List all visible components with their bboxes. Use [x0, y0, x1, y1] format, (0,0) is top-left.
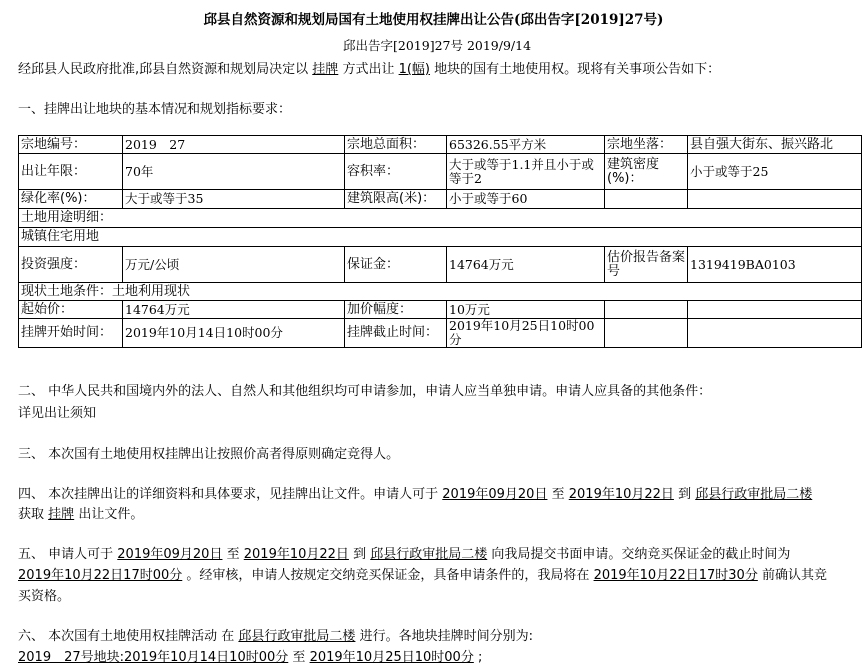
- listing-end-label: 挂牌截止时间：: [345, 319, 447, 348]
- location-label: 宗地坐落：: [605, 136, 688, 154]
- s6-end-time: 2019年10月25日10时00分: [309, 650, 474, 665]
- s4-method: 挂牌: [48, 507, 75, 522]
- section4-line2: [18, 503, 143, 522]
- green-rate-label: 绿化率(%)：: [19, 190, 123, 209]
- parcel-id-label: 宗地编号：: [19, 136, 123, 154]
- table-row: [19, 319, 862, 348]
- s4-place: 邱县行政审批局二楼: [695, 487, 813, 502]
- s5-text-d: 向我局提交书面申请。交纳竞买保证金的截止时间为: [491, 547, 791, 562]
- s6-text-b: 进行。各地块挂牌时间分别为:: [359, 629, 533, 644]
- s5-place: 邱县行政审批局二楼: [370, 547, 488, 562]
- building-density-label: 建筑密度(%)：: [605, 154, 688, 190]
- s4-text-c: 到: [678, 487, 692, 502]
- section6-line1: [18, 625, 533, 644]
- s5-text-a: 五、 申请人可于: [18, 547, 114, 562]
- appraisal-filing-value: 1319419BA0103: [688, 247, 862, 283]
- height-limit-value: 小于或等于60: [447, 190, 605, 209]
- location-value: 县自强大街东、振兴路北: [688, 136, 862, 154]
- table-row: [19, 247, 862, 283]
- table-row: [19, 301, 862, 319]
- land-use-value: 城镇住宅用地: [19, 228, 862, 247]
- listing-end-value: 2019年10月25日10时00分: [447, 319, 605, 348]
- table-row: [19, 190, 862, 209]
- intro-paragraph: [18, 58, 720, 77]
- section5-line2: [18, 564, 827, 583]
- empty-cell: [605, 301, 688, 319]
- listing-start-value: 2019年10月14日10时00分: [123, 319, 345, 348]
- s6-text-c: 至: [292, 650, 306, 665]
- deposit-value: 14764万元: [447, 247, 605, 283]
- s4-text-e: 出让文件。: [78, 507, 144, 522]
- table-row: [19, 136, 862, 154]
- starting-price-value: 14764万元: [123, 301, 345, 319]
- section1-heading: 一、挂牌出让地块的基本情况和规划指标要求：: [18, 102, 292, 117]
- appraisal-filing-label: 估价报告备案号: [605, 247, 688, 283]
- s4-start-date: 2019年09月20日: [442, 487, 548, 502]
- s5-start-date: 2019年09月20日: [117, 547, 223, 562]
- height-limit-label: 建筑限高(米)：: [345, 190, 447, 209]
- total-area-label: 宗地总面积：: [345, 136, 447, 154]
- table-row: [19, 154, 862, 190]
- s5-text-e: 。经审核，申请人按规定交纳竞买保证金，具备申请条件的，我局将在: [186, 568, 590, 583]
- investment-intensity-label: 投资强度：: [19, 247, 123, 283]
- parcel-info-table: [18, 135, 862, 348]
- plot-ratio-value: 大于或等于1.1并且小于或等于2: [447, 154, 605, 190]
- s4-text-b: 至: [551, 487, 565, 502]
- s4-text-a: 四、 本次挂牌出让的详细资料和具体要求，见挂牌出让文件。申请人可于: [18, 487, 439, 502]
- s4-text-d: 获取: [18, 507, 45, 522]
- s6-text-d: ;: [477, 650, 483, 665]
- deposit-label: 保证金：: [345, 247, 447, 283]
- term-value: 70年: [123, 154, 345, 190]
- section5-line1: [18, 543, 790, 562]
- s6-parcel-start: 2019 27号地块:2019年10月14日10时00分: [18, 650, 289, 665]
- starting-price-label: 起始价：: [19, 301, 123, 319]
- section5-line3: 买资格。: [18, 589, 71, 604]
- empty-cell: [688, 319, 862, 348]
- empty-cell: [605, 190, 688, 209]
- announcement-title: 邱县自然资源和规划局国有土地使用权挂牌出让公告(邱出告字[2019]27号): [203, 12, 664, 28]
- table-row: [19, 228, 862, 247]
- total-area-value: 65326.55平方米: [447, 136, 605, 154]
- s4-end-date: 2019年10月22日: [568, 487, 674, 502]
- s5-text-c: 到: [353, 547, 367, 562]
- table-row: [19, 283, 862, 301]
- term-label: 出让年限：: [19, 154, 123, 190]
- section2-line1: 二、 中华人民共和国境内外的法人、自然人和其他组织均可申请参加，申请人应当单独申请。申请人应具备的其他条件：: [18, 384, 712, 399]
- building-density-value: 小于或等于25: [688, 154, 862, 190]
- section6-line2: [18, 646, 482, 665]
- section2-line2: 详见出让须知: [18, 406, 97, 421]
- table-row: [19, 209, 862, 228]
- document-number-date: 邱出告字[2019]27号 2019/9/14: [343, 38, 532, 53]
- s5-text-b: 至: [226, 547, 240, 562]
- s6-place: 邱县行政审批局二楼: [238, 629, 356, 644]
- section4-line1: [18, 483, 812, 502]
- bid-increment-label: 加价幅度：: [345, 301, 447, 319]
- land-use-detail-label: 土地用途明细：: [19, 209, 862, 228]
- empty-cell: [605, 319, 688, 348]
- section3: 三、 本次国有土地使用权挂牌出让按照价高者得原则确定竞得人。: [18, 447, 400, 462]
- s5-end-date: 2019年10月22日: [243, 547, 349, 562]
- empty-cell: [688, 301, 862, 319]
- intro-mid: 方式出让: [342, 62, 395, 77]
- intro-method: 挂牌: [312, 62, 339, 77]
- intro-prefix: 经邱县人民政府批准,邱县自然资源和规划局决定以: [18, 62, 309, 77]
- current-land-condition: 现状土地条件：土地利用现状: [19, 283, 862, 301]
- s6-text-a: 六、 本次国有土地使用权挂牌活动 在: [18, 629, 235, 644]
- plot-ratio-label: 容积率：: [345, 154, 447, 190]
- s5-deposit-deadline: 2019年10月22日17时00分: [18, 568, 183, 583]
- bid-increment-value: 10万元: [447, 301, 605, 319]
- s5-text-f: 前确认其竞: [761, 568, 827, 583]
- parcel-id-value: 2019 27: [123, 136, 345, 154]
- listing-start-label: 挂牌开始时间：: [19, 319, 123, 348]
- intro-count: 1(幅): [398, 62, 431, 77]
- intro-suffix: 地块的国有土地使用权。现将有关事项公告如下：: [434, 62, 721, 77]
- empty-cell: [688, 190, 862, 209]
- s5-confirm-time: 2019年10月22日17时30分: [593, 568, 758, 583]
- investment-intensity-value: 万元/公顷: [123, 247, 345, 283]
- green-rate-value: 大于或等于35: [123, 190, 345, 209]
